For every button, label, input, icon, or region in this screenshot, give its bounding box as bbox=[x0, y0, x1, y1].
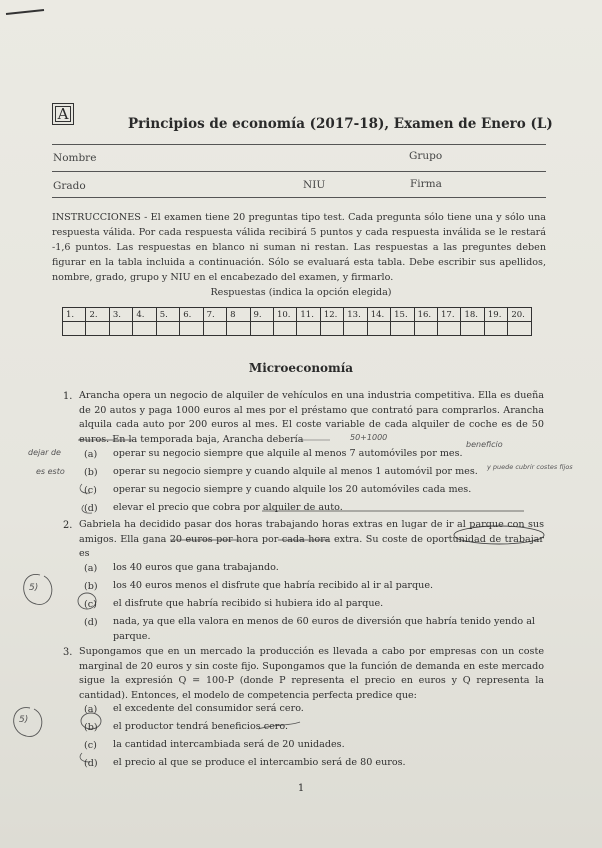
option-letter: (b) bbox=[84, 722, 98, 733]
answer-blank-cell[interactable] bbox=[438, 322, 461, 336]
answer-blank-cell[interactable] bbox=[63, 322, 86, 336]
option-text: la cantidad intercambiada será de 20 unidades. bbox=[113, 739, 345, 750]
answer-blank-cell[interactable] bbox=[109, 322, 132, 336]
answer-blank-cell[interactable] bbox=[227, 322, 250, 336]
question-number: 2. bbox=[63, 520, 73, 531]
answer-blank-cell[interactable] bbox=[367, 322, 390, 336]
answer-blank-cell[interactable] bbox=[86, 322, 109, 336]
handwritten-score: 5) bbox=[29, 583, 39, 593]
group-field-label: Grupo bbox=[409, 150, 443, 162]
answer-blank-cell[interactable] bbox=[391, 322, 414, 336]
header-rule-bottom bbox=[52, 197, 546, 198]
answer-number-cell: 1. bbox=[63, 308, 86, 322]
handwritten-note: dejar de bbox=[28, 448, 61, 457]
option-text: el disfrute que habría recibido si hubiera ido al parque. bbox=[113, 598, 384, 609]
niu-field-label: NIU bbox=[303, 179, 326, 191]
handwritten-note: 50+1000 bbox=[350, 433, 388, 442]
degree-field-label: Grado bbox=[53, 180, 86, 192]
answer-number-cell: 20. bbox=[508, 308, 532, 322]
instructions-paragraph: INSTRUCCIONES - El examen tiene 20 preguntas tipo test. Cada pregunta sólo tiene una y sólo una respuesta válida. Por cada respuesta válida recibirá 5 puntos y cada respuesta inválida se le restará -1,6 puntos. Las respuestas en blanco ni suman ni restan. Las respuestas a las preguntes deben figurar en la tabla incluida a continuación. Sólo se evaluará esta tabla. Debe escribir sus apellidos, nombre, grado, grupo y NIU en el encabezado del examen, y firmarlo. bbox=[52, 212, 546, 283]
option-text: los 40 euros que gana trabajando. bbox=[113, 562, 279, 573]
answer-number-cell: 6. bbox=[180, 308, 203, 322]
answer-number-cell: 14. bbox=[367, 308, 390, 322]
question-text: Gabriela ha decidido pasar dos horas trabajando horas extras en lugar de ir al parque con sus amigos. Ella gana 20 euros por hora por cada hora extra. Su coste de oportunidad de trabajar es bbox=[79, 519, 544, 559]
option-letter: (c) bbox=[84, 740, 97, 751]
answer-number-cell: 8 bbox=[227, 308, 250, 322]
name-field-label: Nombre bbox=[53, 152, 97, 164]
answer-blank-cell[interactable] bbox=[414, 322, 437, 336]
answer-number-cell: 5. bbox=[156, 308, 179, 322]
option-letter: (d) bbox=[84, 758, 98, 769]
question-number: 1. bbox=[63, 391, 73, 402]
option-letter: (c) bbox=[84, 599, 97, 610]
option-letter: (a) bbox=[84, 563, 98, 574]
exam-version-box: A bbox=[52, 103, 74, 125]
answer-blank-cell[interactable] bbox=[203, 322, 226, 336]
answer-number-cell: 7. bbox=[203, 308, 226, 322]
answer-number-cell: 4. bbox=[133, 308, 156, 322]
answer-number-cell: 10. bbox=[273, 308, 296, 322]
answer-number-row bbox=[63, 308, 532, 322]
handwritten-note: beneficio bbox=[466, 440, 503, 449]
option-letter: (a) bbox=[84, 449, 98, 460]
answer-table bbox=[62, 307, 532, 336]
handwritten-note: y puede cubrir costes fijos bbox=[487, 463, 573, 471]
option-text: operar su negocio siempre y cuando alquile los 20 automóviles cada mes. bbox=[113, 484, 472, 495]
option-text: el precio al que se produce el intercambio será de 80 euros. bbox=[113, 757, 406, 768]
option-text: operar su negocio siempre y cuando alquile al menos 1 automóvil por mes. bbox=[113, 466, 478, 477]
option-letter: (b) bbox=[84, 581, 98, 592]
answer-number-cell: 17. bbox=[438, 308, 461, 322]
option-letter: (b) bbox=[84, 467, 98, 478]
page-number: 1 bbox=[297, 783, 305, 794]
header-rule-middle bbox=[52, 171, 546, 172]
option-text: nada, ya que ella valora en menos de 60 euros de diversión que habría tenido yendo al parque. bbox=[113, 616, 535, 642]
answer-blank-cell[interactable] bbox=[461, 322, 484, 336]
answers-caption: Respuestas (indica la opción elegida) bbox=[210, 287, 392, 298]
option-text: elevar el precio que cobra por alquiler de auto. bbox=[113, 502, 343, 513]
handwritten-note: es esto bbox=[36, 467, 65, 476]
exam-title: Principios de economía (2017-18), Examen de Enero (L) bbox=[128, 116, 553, 132]
answer-blank-cell[interactable] bbox=[484, 322, 507, 336]
option-letter: (d) bbox=[84, 617, 98, 628]
answer-number-cell: 16. bbox=[414, 308, 437, 322]
option-letter: (d) bbox=[84, 503, 98, 514]
option-text: el excedente del consumidor será cero. bbox=[113, 703, 304, 714]
option-text: los 40 euros menos el disfrute que habría recibido al ir al parque. bbox=[113, 580, 434, 591]
question-text: Supongamos que en un mercado la producción es llevada a cabo por empresas con un coste marginal de 20 euros y sin coste fijo. Supongamos que la función de demanda en este mercado sigue la expresión Q = 100-P (donde P representa el precio en euros y Q representa la cantidad). Entonces, el modelo de competencia perfecta predice que: bbox=[79, 646, 544, 701]
answer-blank-cell[interactable] bbox=[180, 322, 203, 336]
answer-blank-cell[interactable] bbox=[156, 322, 179, 336]
answer-number-cell: 18. bbox=[461, 308, 484, 322]
answer-number-cell: 2. bbox=[86, 308, 109, 322]
signature-field-label: Firma bbox=[410, 178, 442, 190]
answer-number-cell: 11. bbox=[297, 308, 320, 322]
header-rule-top bbox=[52, 144, 546, 145]
answer-blank-cell[interactable] bbox=[273, 322, 296, 336]
answer-blank-cell[interactable] bbox=[508, 322, 532, 336]
answer-blank-cell[interactable] bbox=[320, 322, 343, 336]
handwritten-score: 5) bbox=[19, 715, 29, 725]
answer-number-cell: 3. bbox=[109, 308, 132, 322]
answer-number-cell: 19. bbox=[484, 308, 507, 322]
option-letter: (a) bbox=[84, 704, 98, 715]
option-text: operar su negocio siempre que alquile al menos 7 automóviles por mes. bbox=[113, 448, 463, 459]
option-text: el productor tendrá beneficios cero. bbox=[113, 721, 289, 732]
answer-number-cell: 12. bbox=[320, 308, 343, 322]
section-title: Microeconomía bbox=[248, 361, 354, 375]
answer-blank-cell[interactable] bbox=[133, 322, 156, 336]
answer-blank-cell[interactable] bbox=[297, 322, 320, 336]
answer-blank-cell[interactable] bbox=[344, 322, 367, 336]
answer-number-cell: 13. bbox=[344, 308, 367, 322]
answer-blank-cell[interactable] bbox=[250, 322, 273, 336]
answer-number-cell: 9. bbox=[250, 308, 273, 322]
question-number: 3. bbox=[63, 647, 73, 658]
option-letter: (c) bbox=[84, 485, 97, 496]
answer-number-cell: 15. bbox=[391, 308, 414, 322]
answer-blank-row bbox=[63, 322, 532, 336]
question-text: Arancha opera un negocio de alquiler de vehículos en una industria competitiva. Ella es dueña de 20 autos y paga 1000 euros al mes por el préstamo que contrató para comprarlos. Arancha alquila cada auto por 200 euros al mes. El coste variable de cada alquiler de coche es de 50 euros. En la temporada baja, Arancha debería bbox=[79, 390, 544, 445]
